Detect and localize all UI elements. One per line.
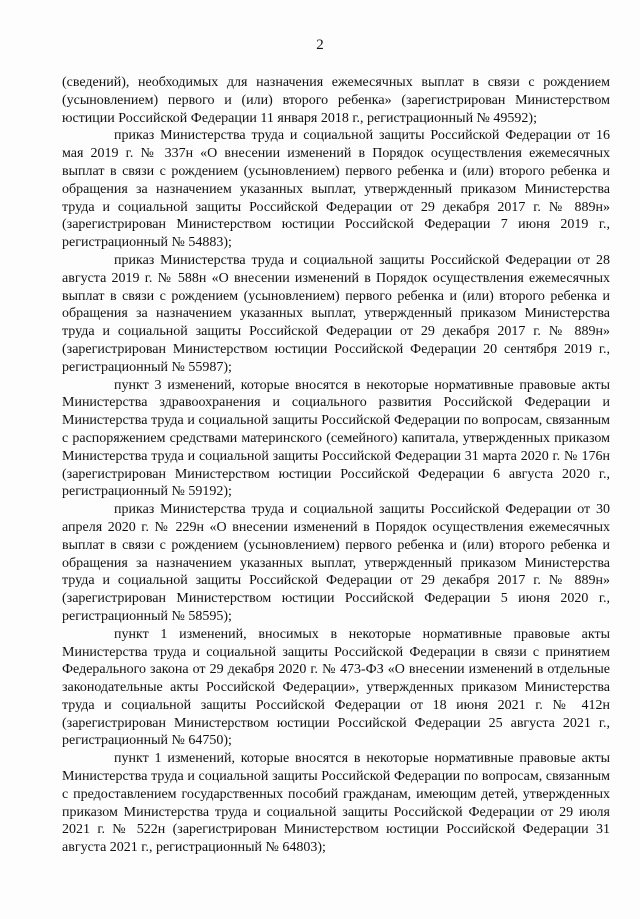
document-body [62, 74, 610, 857]
paragraph-order-588n: приказ Министерства труда и социальной защиты Российской Федерации от 28 августа 2019 г. № 588н «О внесении изменений в Порядок осуществления ежемесячных выплат в связи с рождением (усыновлением) первого ребенка и (или) второго ребенка и обращения за назначением указанных выплат, утвержденный приказом Министерства труда и социальной защиты Российской Федерации от 29 декабря 2017 г. № 889н» (зарегистрирован Министерством юстиции Российской Федерации 20 сентября 2019 г., регистрационный № 55987); [62, 252, 610, 375]
paragraph-continuation: (сведений), необходимых для назначения ежемесячных выплат в связи с рождением (усыновлением) первого и (или) второго ребенка» (зарегистрирован Министерством юстиции Российской Федерации 11 января 2018 г., регистрационный № 49592); [62, 75, 610, 126]
paragraph-item-1-order-412n: пункт 1 изменений, вносимых в некоторые нормативные правовые акты Министерства труда и социальной защиты Российской Федерации в связи с принятием Федерального закона от 29 декабря 2020 г. № 473-ФЗ «О внесении изменений в отдельные законодательные акты Российской Федерации», утвержденных приказом Министерства труда и социальной защиты Российской Федерации от 18 июня 2021 г. № 412н (зарегистрирован Министерством юстиции Российской Федерации 25 августа 2021 г., регистрационный № 64750); [62, 626, 610, 749]
paragraph-order-337n: приказ Министерства труда и социальной защиты Российской Федерации от 16 мая 2019 г. № 337н «О внесении изменений в Порядок осуществления ежемесячных выплат в связи с рождением (усыновлением) первого ребенка и (или) второго ребенка и обращения за назначением указанных выплат, утвержденный приказом Министерства труда и социальной защиты Российской Федерации от 29 декабря 2017 г. № 889н» (зарегистрирован Министерством юстиции Российской Федерации 7 июня 2019 г., регистрационный № 54883); [62, 128, 610, 251]
page-number: 2 [316, 37, 324, 53]
paragraph-item-1-order-522n: пункт 1 изменений, которые вносятся в некоторые нормативные правовые акты Министерства труда и социальной защиты Российской Федерации по вопросам, связанным с предоставлением государственных пособий гражданам, имеющим детей, утвержденных приказом Министерства труда и социальной защиты Российской Федерации от 29 июля 2021 г. № 522н (зарегистрирован Министерством юстиции Российской Федерации 31 августа 2021 г., регистрационный № 64803); [62, 751, 610, 856]
paragraph-item-3-order-176n: пункт 3 изменений, которые вносятся в некоторые нормативные правовые акты Министерства здравоохранения и социального развития Российской Федерации и Министерства труда и социальной защиты Российской Федерации по вопросам, связанным с распоряжением средствами материнского (семейного) капитала, утвержденных приказом Министерства труда и социальной защиты Российской Федерации 31 марта 2020 г. № 176н (зарегистрирован Министерством юстиции Российской Федерации 6 августа 2020 г., регистрационный № 59192); [62, 377, 610, 500]
paragraph-order-229n: приказ Министерства труда и социальной защиты Российской Федерации от 30 апреля 2020 г. № 229н «О внесении изменений в Порядок осуществления ежемесячных выплат в связи с рождением (усыновлением) первого ребенка и (или) второго ребенка и обращения за назначением указанных выплат, утвержденный приказом Министерства труда и социальной защиты Российской Федерации от 29 декабря 2017 г. № 889н» (зарегистрирован Министерством юстиции Российской Федерации 5 июня 2020 г., регистрационный № 58595); [62, 502, 610, 624]
